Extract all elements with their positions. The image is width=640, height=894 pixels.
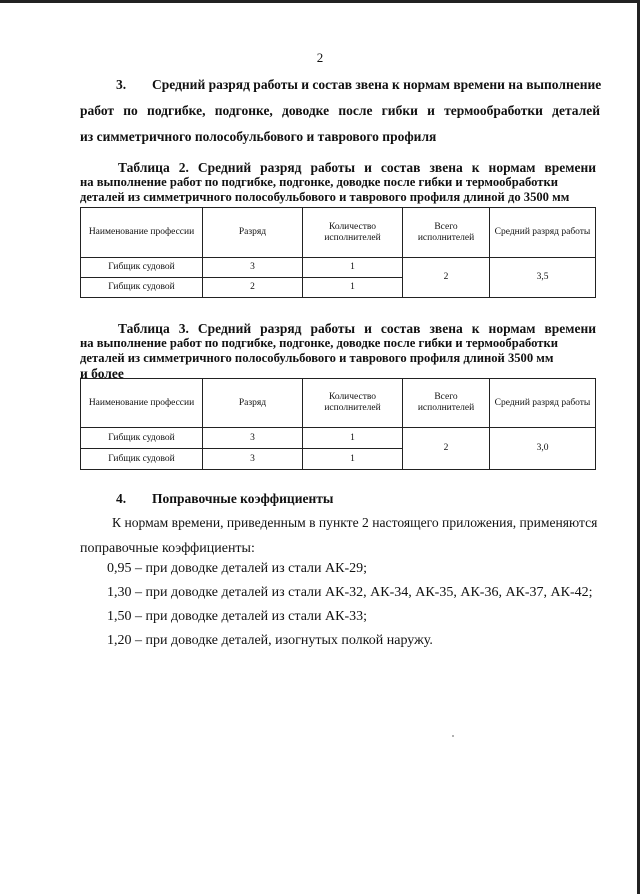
table-3-cell-workers: 1 bbox=[303, 428, 403, 449]
section-3-line-3: из симметричного полособульбового и таврового профиля bbox=[80, 129, 437, 144]
table-row bbox=[81, 428, 596, 449]
table-2-caption bbox=[80, 160, 596, 205]
section-3-line-2: работ по подгибке, подгонке, доводке после гибки и термообработки деталей bbox=[80, 103, 600, 118]
list-item: 1,30 – при доводке деталей из стали АК-32, АК-34, АК-35, АК-36, АК-37, АК-42; bbox=[107, 585, 593, 600]
table-row bbox=[81, 258, 596, 278]
scan-edge-top bbox=[0, 0, 640, 3]
table-3-cell-profession: Гибщик судовой bbox=[81, 428, 203, 449]
table-2-caption-line-3: деталей из симметричного полособульбового и таврового профиля длиной до 3500 мм bbox=[80, 190, 570, 204]
table-3-cell-grade: 3 bbox=[203, 428, 303, 449]
table-2-cell-total: 2 bbox=[403, 258, 490, 298]
table-2 bbox=[80, 207, 596, 298]
table-3-header-workers: Количество исполнителей bbox=[303, 379, 403, 428]
table-3-caption bbox=[80, 321, 596, 381]
table-3-cell-profession: Гибщик судовой bbox=[81, 449, 203, 470]
section-4-intro bbox=[80, 512, 600, 560]
section-3-number: 3. bbox=[116, 77, 127, 92]
section-3-heading bbox=[80, 72, 600, 150]
table-3-header-total: Всего исполнителей bbox=[403, 379, 490, 428]
table-3-header-row bbox=[81, 379, 596, 428]
table-3-header-profession: Наименование профессии bbox=[81, 379, 203, 428]
table-3 bbox=[80, 378, 596, 470]
table-2-header-profession: Наименование профессии bbox=[81, 208, 203, 258]
section-4-title: Поправочные коэффициенты bbox=[152, 491, 334, 506]
section-4-intro-line-2: поправочные коэффициенты: bbox=[80, 541, 255, 556]
coefficients-list bbox=[107, 558, 602, 652]
table-2-header-avg-grade: Средний разряд работы bbox=[490, 208, 596, 258]
table-2-caption-line-2: на выполнение работ по подгибке, подгонке, доводке после гибки и термообработки bbox=[80, 175, 558, 189]
list-item: 1,20 – при доводке деталей, изогнутых полкой наружу. bbox=[107, 633, 433, 648]
table-2-cell-grade: 2 bbox=[203, 278, 303, 298]
section-3-line-1: Средний разряд работы и состав звена к нормам времени на выполнение bbox=[152, 77, 602, 92]
table-3-caption-line-1: Таблица 3. Средний разряд работы и состав звена к нормам времени bbox=[118, 321, 596, 336]
table-2-cell-profession: Гибщик судовой bbox=[81, 278, 203, 298]
table-3-cell-workers: 1 bbox=[303, 449, 403, 470]
table-2-cell-profession: Гибщик судовой bbox=[81, 258, 203, 278]
page-number: 2 bbox=[316, 50, 324, 65]
table-2-cell-avg-grade: 3,5 bbox=[490, 258, 596, 298]
section-4-heading bbox=[80, 486, 600, 512]
list-item: 0,95 – при доводке деталей из стали АК-29; bbox=[107, 561, 368, 576]
table-2-caption-line-1: Таблица 2. Средний разряд работы и состав звена к нормам времени bbox=[118, 160, 596, 175]
scan-speck bbox=[452, 735, 454, 737]
table-3-header-avg-grade: Средний разряд работы bbox=[490, 379, 596, 428]
table-3-cell-grade: 3 bbox=[203, 449, 303, 470]
table-2-cell-workers: 1 bbox=[303, 278, 403, 298]
table-3-caption-line-3: деталей из симметричного полособульбового и таврового профиля длиной 3500 мм bbox=[80, 351, 554, 365]
list-item: 1,50 – при доводке деталей из стали АК-33; bbox=[107, 609, 368, 624]
table-3-caption-line-4: и более bbox=[80, 366, 124, 381]
section-4-intro-line-1: К нормам времени, приведенным в пункте 2 настоящего приложения, применяются bbox=[112, 515, 598, 530]
table-3-cell-avg-grade: 3,0 bbox=[490, 428, 596, 470]
table-3-header-grade: Разряд bbox=[203, 379, 303, 428]
table-2-header-total: Всего исполнителей bbox=[403, 208, 490, 258]
section-4-number: 4. bbox=[116, 491, 127, 506]
table-2-header-workers: Количество исполнителей bbox=[303, 208, 403, 258]
table-2-cell-workers: 1 bbox=[303, 258, 403, 278]
table-2-header-row bbox=[81, 208, 596, 258]
table-3-cell-total: 2 bbox=[403, 428, 490, 470]
table-3-caption-line-2: на выполнение работ по подгибке, подгонке, доводке после гибки и термообработки bbox=[80, 336, 558, 350]
table-2-cell-grade: 3 bbox=[203, 258, 303, 278]
table-2-header-grade: Разряд bbox=[203, 208, 303, 258]
